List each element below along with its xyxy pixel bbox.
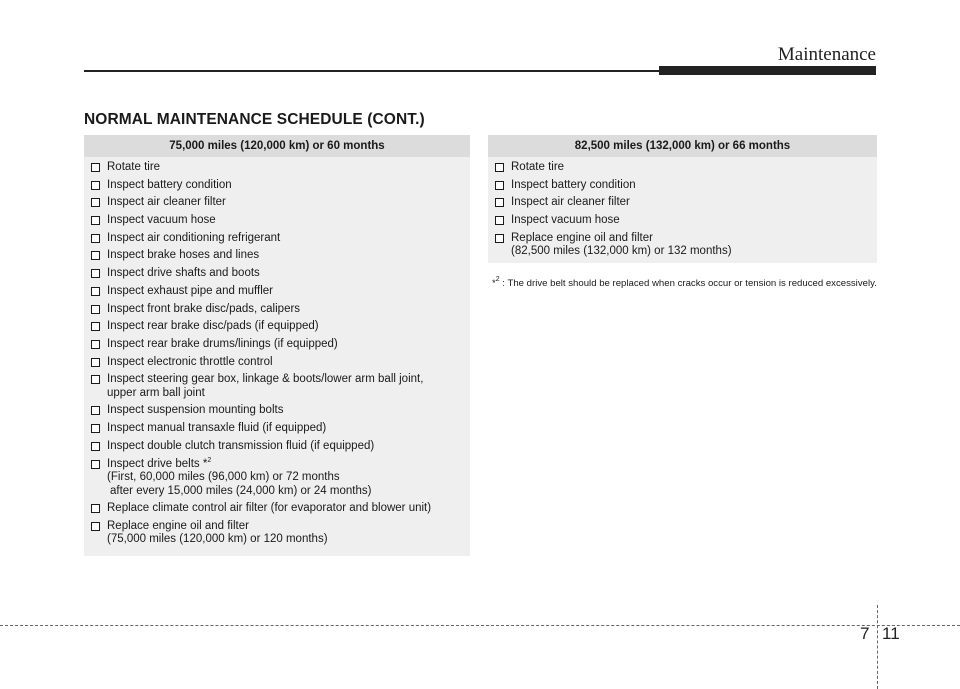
section-title: NORMAL MAINTENANCE SCHEDULE (CONT.) [84,111,425,128]
checkbox-icon [91,287,100,296]
header-rule-accent [659,66,876,75]
schedule-panel-82500 [488,135,877,263]
checklist-item: Replace climate control air filter (for evaporator and blower unit) [91,502,470,516]
checklist-item: Rotate tire [495,161,877,175]
checkbox-icon [91,198,100,207]
checkbox-icon [91,322,100,331]
checklist-item: Inspect battery condition [91,179,470,193]
checkbox-icon [91,181,100,190]
checkbox-icon [495,216,504,225]
footnote-marker: * [492,278,496,289]
footnote [492,278,877,290]
checklist-item: Inspect brake hoses and lines [91,249,470,263]
checkbox-icon [91,522,100,531]
checkbox-icon [91,234,100,243]
checkbox-icon [91,305,100,314]
checkbox-icon [91,460,100,469]
checkbox-icon [91,358,100,367]
checkbox-icon [91,375,100,384]
checklist-item-engine-oil: Replace engine oil and filter (75,000 miles (120,000 km) or 120 months) [91,520,470,547]
checklist-item: Inspect air cleaner filter [91,196,470,210]
checkbox-icon [91,340,100,349]
checklist-item: Inspect double clutch transmission fluid (if equipped) [91,440,470,454]
checklist-item: Inspect electronic throttle control [91,356,470,370]
checklist-item-drive-belts: Inspect drive belts *$^2$ (First, 60,000 miles (96,000 km) or 72 months after every 15,000 miles (24,000 km) or 24 months) [91,458,470,499]
checkbox-icon [91,406,100,415]
checkbox-icon [91,442,100,451]
panel-heading: 75,000 miles (120,000 km) or 60 months [84,135,470,157]
checklist-item: Inspect vacuum hose [91,214,470,228]
checkbox-icon [91,216,100,225]
page-number: 11 [882,624,900,643]
checkbox-icon [495,181,504,190]
header-rule [84,70,659,72]
checklist-item: Inspect rear brake drums/linings (if equipped) [91,338,470,352]
checkbox-icon [495,163,504,172]
checklist-item: Inspect front brake disc/pads, calipers [91,303,470,317]
checkbox-icon [91,251,100,260]
footer-divider [877,605,878,689]
checklist [84,157,470,547]
checklist-item: Inspect air conditioning refrigerant [91,232,470,246]
schedule-panel-75000 [84,135,470,556]
checklist-item: Inspect rear brake disc/pads (if equipped) [91,320,470,334]
checklist-item-steering: Inspect steering gear box, linkage & boots/lower arm ball joint, upper arm ball joint [91,373,470,400]
checklist-item: Inspect drive shafts and boots [91,267,470,281]
header-title: Maintenance [777,44,876,65]
checkbox-icon [91,163,100,172]
checkbox-icon [91,424,100,433]
checklist-item: Inspect battery condition [495,179,877,193]
checklist-item: Inspect air cleaner filter [495,196,877,210]
checkbox-icon [91,269,100,278]
footnote-sup: 2 [495,276,500,283]
checkbox-icon [495,234,504,243]
checkbox-icon [91,504,100,513]
checklist-item: Inspect vacuum hose [495,214,877,228]
checklist-item-engine-oil: Replace engine oil and filter (82,500 miles (132,000 km) or 132 months) [495,232,877,259]
checkbox-icon [495,198,504,207]
checklist-item: Rotate tire [91,161,470,175]
checklist-item: Inspect suspension mounting bolts [91,404,470,418]
panel-heading: 82,500 miles (132,000 km) or 66 months [488,135,877,157]
checklist-item: Inspect manual transaxle fluid (if equipped) [91,422,470,436]
footnote-text: : The drive belt should be replaced when cracks occur or tension is reduced excessively. [499,278,877,289]
chapter-number: 7 [860,624,870,643]
checklist-item: Inspect exhaust pipe and muffler [91,285,470,299]
footer-rule [0,625,960,626]
checklist [488,157,877,259]
